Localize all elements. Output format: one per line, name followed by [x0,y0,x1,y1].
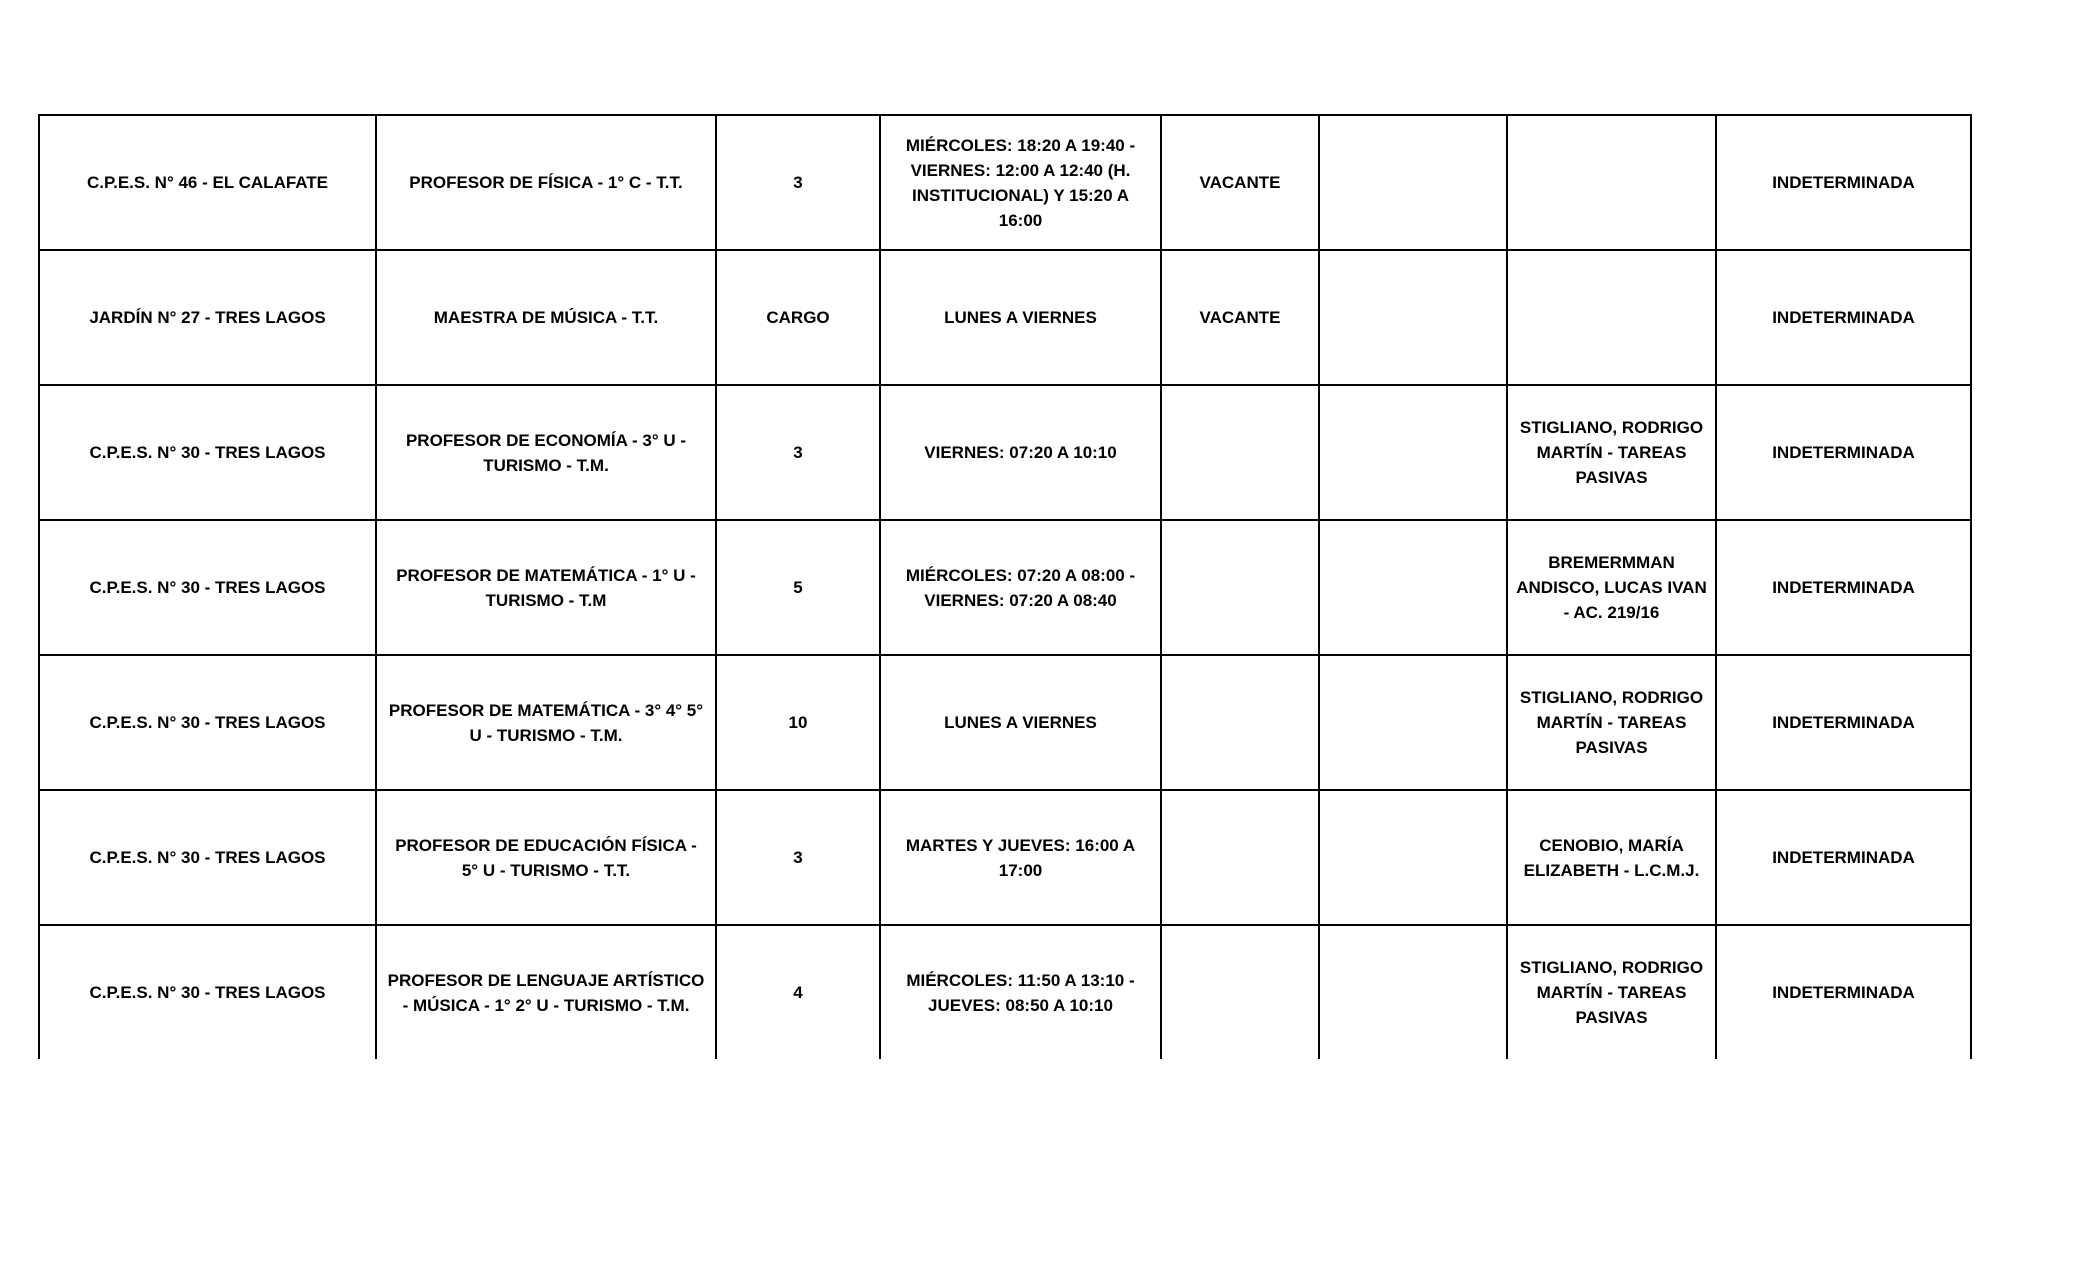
position-cell: PROFESOR DE FÍSICA - 1° C - T.T. [376,115,716,250]
empty-cell [1319,385,1507,520]
hours-cell: CARGO [716,250,880,385]
empty-cell [1319,520,1507,655]
school-cell: C.P.E.S. N° 30 - TRES LAGOS [39,925,376,1059]
empty-cell [1319,790,1507,925]
holder-cell: BREMERMMAN ANDISCO, LUCAS IVAN - AC. 219/16 [1507,520,1716,655]
schedule-cell: LUNES A VIERNES [880,250,1161,385]
table-row [39,925,1971,1059]
hours-cell: 3 [716,385,880,520]
empty-cell [1319,115,1507,250]
status-cell [1161,790,1319,925]
school-cell: C.P.E.S. N° 30 - TRES LAGOS [39,385,376,520]
empty-cell [1319,925,1507,1059]
holder-cell [1507,115,1716,250]
table-row [39,655,1971,790]
status-cell [1161,385,1319,520]
table-row [39,790,1971,925]
hours-cell: 3 [716,790,880,925]
hours-cell: 10 [716,655,880,790]
holder-cell: STIGLIANO, RODRIGO MARTÍN - TAREAS PASIVAS [1507,925,1716,1059]
position-cell: PROFESOR DE MATEMÁTICA - 1° U - TURISMO - T.M [376,520,716,655]
duration-cell: INDETERMINADA [1716,520,1971,655]
holder-cell [1507,250,1716,385]
schedule-cell: MIÉRCOLES: 18:20 A 19:40 - VIERNES: 12:00 A 12:40 (H. INSTITUCIONAL) Y 15:20 A 16:00 [880,115,1161,250]
schedule-cell: MIÉRCOLES: 07:20 A 08:00 - VIERNES: 07:20 A 08:40 [880,520,1161,655]
empty-cell [1319,250,1507,385]
status-cell [1161,520,1319,655]
position-cell: PROFESOR DE MATEMÁTICA - 3° 4° 5° U - TURISMO - T.M. [376,655,716,790]
table-row [39,115,1971,250]
school-cell: JARDÍN N° 27 - TRES LAGOS [39,250,376,385]
table-row [39,520,1971,655]
duration-cell: INDETERMINADA [1716,250,1971,385]
school-cell: C.P.E.S. N° 30 - TRES LAGOS [39,520,376,655]
status-cell: VACANTE [1161,115,1319,250]
position-cell: MAESTRA DE MÚSICA - T.T. [376,250,716,385]
hours-cell: 3 [716,115,880,250]
status-cell [1161,655,1319,790]
position-cell: PROFESOR DE LENGUAJE ARTÍSTICO - MÚSICA - 1° 2° U - TURISMO - T.M. [376,925,716,1059]
duration-cell: INDETERMINADA [1716,385,1971,520]
status-cell: VACANTE [1161,250,1319,385]
table-row [39,250,1971,385]
position-cell: PROFESOR DE ECONOMÍA - 3° U - TURISMO - T.M. [376,385,716,520]
table-row [39,385,1971,520]
school-cell: C.P.E.S. N° 30 - TRES LAGOS [39,790,376,925]
holder-cell: STIGLIANO, RODRIGO MARTÍN - TAREAS PASIVAS [1507,655,1716,790]
vacancy-table-container [38,114,1970,1059]
vacancy-table [38,114,1972,1059]
duration-cell: INDETERMINADA [1716,115,1971,250]
school-cell: C.P.E.S. N° 30 - TRES LAGOS [39,655,376,790]
schedule-cell: VIERNES: 07:20 A 10:10 [880,385,1161,520]
position-cell: PROFESOR DE EDUCACIÓN FÍSICA - 5° U - TURISMO - T.T. [376,790,716,925]
schedule-cell: LUNES A VIERNES [880,655,1161,790]
empty-cell [1319,655,1507,790]
hours-cell: 4 [716,925,880,1059]
holder-cell: STIGLIANO, RODRIGO MARTÍN - TAREAS PASIVAS [1507,385,1716,520]
hours-cell: 5 [716,520,880,655]
status-cell [1161,925,1319,1059]
holder-cell: CENOBIO, MARÍA ELIZABETH - L.C.M.J. [1507,790,1716,925]
duration-cell: INDETERMINADA [1716,790,1971,925]
schedule-cell: MIÉRCOLES: 11:50 A 13:10 - JUEVES: 08:50 A 10:10 [880,925,1161,1059]
school-cell: C.P.E.S. N° 46 - EL CALAFATE [39,115,376,250]
duration-cell: INDETERMINADA [1716,925,1971,1059]
schedule-cell: MARTES Y JUEVES: 16:00 A 17:00 [880,790,1161,925]
duration-cell: INDETERMINADA [1716,655,1971,790]
